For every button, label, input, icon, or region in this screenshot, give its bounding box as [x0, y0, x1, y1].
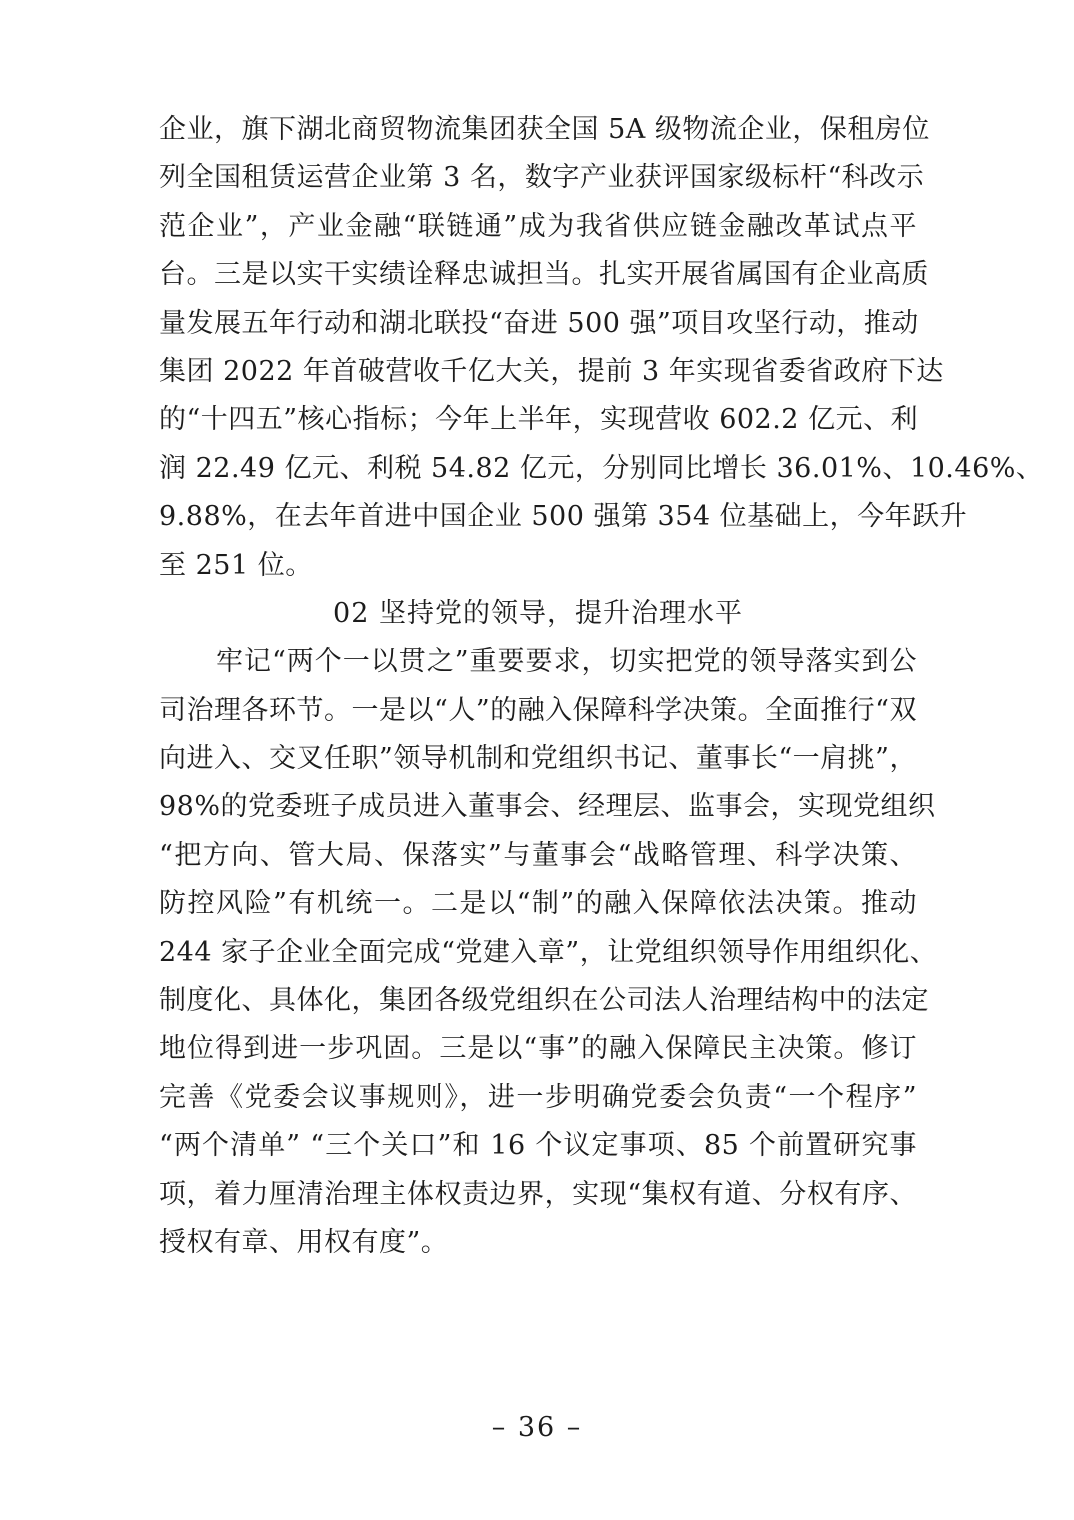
- text-line: 企业，旗下湖北商贸物流集团获全国 5A 级物流企业，保租房位: [159, 114, 930, 145]
- text-line: 9.88%，在去年首进中国企业 500 强第 354 位基础上，今年跃升: [159, 501, 968, 533]
- section-heading: 02 坚持党的领导，提升治理水平: [333, 597, 743, 629]
- text-line: 98%的党委班子成员进入董事会、经理层、监事会，实现党组织: [159, 791, 936, 823]
- text-line: 地位得到进一步巩固。三是以“事”的融入保障民主决策。修订: [159, 1033, 917, 1065]
- text-line: 向进入、交叉任职”领导机制和党组织书记、董事长“一肩挑”，: [159, 743, 917, 775]
- text-line: 台。三是以实干实绩诠释忠诚担当。扎实开展省属国有企业高质: [159, 259, 929, 291]
- paragraph-continuation: [159, 106, 1044, 590]
- document-body: [159, 106, 1044, 1267]
- text-line: 防控风险”有机统一。二是以“制”的融入保障依法决策。推动: [159, 888, 917, 920]
- text-line: 至 251 位。: [159, 549, 313, 581]
- text-line: 司治理各环节。一是以“人”的融入保障科学决策。全面推行“双: [159, 694, 917, 726]
- text-line: 列全国租赁运营企业第 3 名，数字产业获评国家级标杆“科改示: [159, 162, 925, 194]
- text-line: 量发展五年行动和湖北联投“奋进 500 强”项目攻坚行动，推动: [159, 307, 919, 339]
- text-line: 完善《党委会议事规则》，进一步明确党委会负责“一个程序”: [159, 1081, 917, 1113]
- page-number: – 36 –: [491, 1412, 583, 1443]
- text-line: 授权有章、用权有度”。: [159, 1226, 449, 1258]
- text-line: 制度化、具体化，集团各级党组织在公司法人治理结构中的法定: [159, 985, 929, 1017]
- text-line: “把方向、管大局、保落实”与董事会“战略管理、科学决策、: [159, 839, 917, 871]
- text-line: 润 22.49 亿元、利税 54.82 亿元，分别同比增长 36.01%、10.46%、: [159, 452, 1044, 484]
- text-line: 的“十四五”核心指标；今年上半年，实现营收 602.2 亿元、利: [159, 404, 919, 436]
- text-line: 牢记“两个一以贯之”重要要求，切实把党的领导落实到公: [216, 646, 917, 678]
- text-line: 范企业”，产业金融“联链通”成为我省供应链金融改革试点平: [159, 210, 917, 242]
- paragraph-section-2: [159, 638, 938, 1267]
- text-line: 项，着力厘清治理主体权责边界，实现“集权有道、分权有序、: [159, 1178, 917, 1210]
- text-line: 集团 2022 年首破营收千亿大关，提前 3 年实现省委省政府下达: [159, 355, 944, 387]
- text-line: “两个清单” “三个关口”和 16 个议定事项、85 个前置研究事: [159, 1130, 917, 1162]
- text-line: 244 家子企业全面完成“党建入章”，让党组织领导作用组织化、: [159, 936, 938, 968]
